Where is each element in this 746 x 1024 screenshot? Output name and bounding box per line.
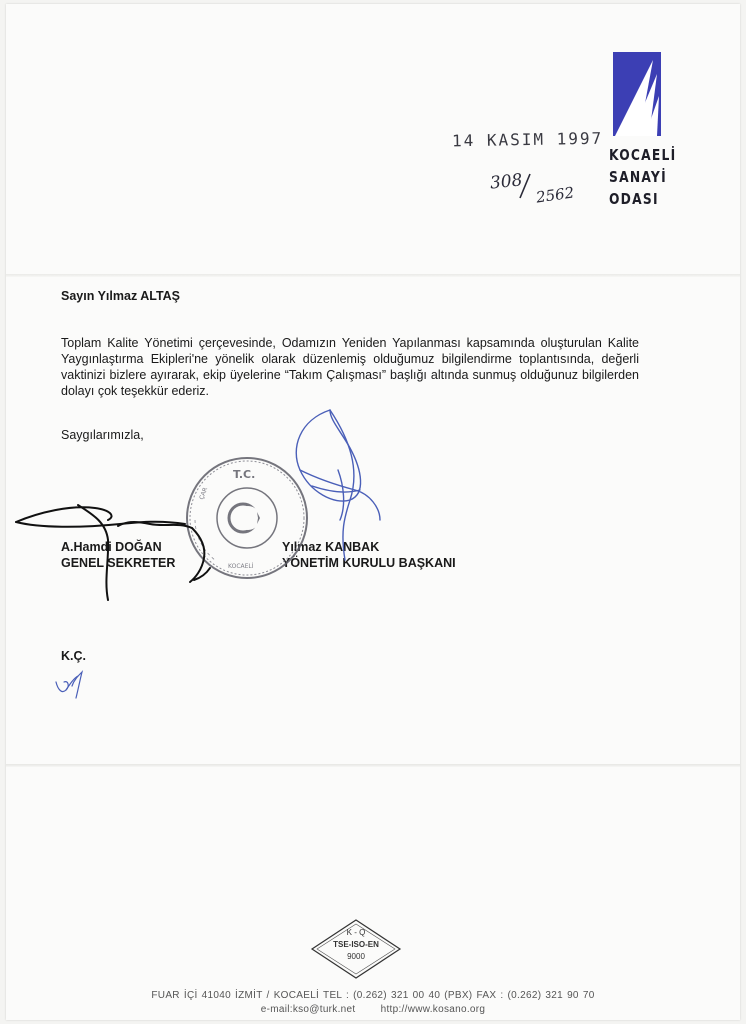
paper-fold: [6, 274, 740, 277]
quality-mark: [310, 918, 402, 980]
logo-line: KOCAELİ: [609, 146, 677, 164]
footer-address: FUAR İÇİ 41040 İZMİT / KOCAELİ TEL : (0.262) 321 00 40 (PBX) FAX : (0.262) 321 90 70: [151, 990, 595, 1001]
signatory-left: [61, 539, 175, 571]
signatory-name: A.Hamdi DOĞAN: [61, 540, 162, 554]
signatory-name: Yılmaz KANBAK: [282, 540, 380, 554]
ref-number-b: 2562: [534, 183, 576, 207]
date-stamp: 14 KASIM 1997: [451, 128, 604, 151]
kso-logo: [609, 52, 677, 210]
logo-line: ODASI: [609, 190, 659, 208]
paper-fold: [6, 764, 740, 767]
signatory-title: GENEL SEKRETER: [61, 556, 176, 570]
logo-mark-icon: [613, 52, 661, 136]
closing: Saygılarımızla,: [61, 428, 144, 442]
svg-text:KOCAELİ: KOCAELİ: [228, 563, 254, 570]
signatory-right: [282, 539, 456, 571]
logo-line: SANAYİ: [609, 168, 667, 186]
quality-line: K - Q: [346, 928, 366, 937]
ref-slash: [518, 172, 532, 200]
quality-line: TSE-ISO-EN: [333, 940, 379, 949]
footer-email: e-mail:kso@turk.net: [260, 1004, 356, 1015]
footer-web: http://www.kosano.org: [380, 1004, 486, 1015]
quality-line: 9000: [347, 952, 365, 961]
svg-text:ÇAR: ÇAR: [198, 486, 210, 501]
ref-number-a: 308: [489, 170, 524, 194]
footer-contact: [0, 1004, 746, 1015]
kc-label: K.Ç.: [61, 649, 86, 663]
svg-text:T.C.: T.C.: [233, 468, 256, 481]
letter-body: Toplam Kalite Yönetimi çerçevesinde, Odamızın Yeniden Yapılanması kapsamında oluşturulan Kalite Yaygınlaştırma Ekipleri'ne yönelik olarak düzenlemiş olduğumuz bilgilendirme toplantısında, değerli vaktinizi bizlere ayırarak, ekip üyelerine “Takım Çalışması” başlığı altında sunmuş olduğunuz bilgilerden dolayı çok teşekkür ederiz.: [61, 336, 639, 398]
signatory-title: YÖNETİM KURULU BAŞKANI: [282, 556, 456, 570]
salutation: Sayın Yılmaz ALTAŞ: [61, 289, 181, 303]
